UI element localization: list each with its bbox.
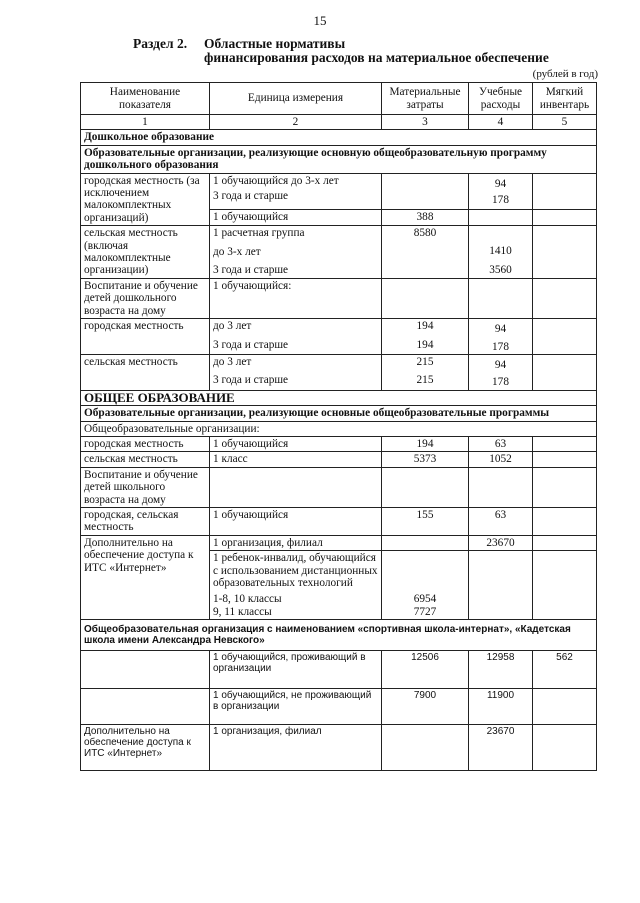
value-cell bbox=[469, 467, 533, 507]
indicator-cell: Дополнительно на обеспечение доступа к ИТС «Интернет» bbox=[81, 725, 210, 771]
page-number: 15 bbox=[313, 13, 327, 28]
unit-cell: 1 обучающийся, не проживающий в организации bbox=[210, 689, 382, 725]
value-cell: 23670 bbox=[469, 725, 533, 771]
section-preschool-programs: Образовательные организации, реализующие основную общеобразовательную программу дошкольного образования bbox=[81, 145, 597, 173]
table-row bbox=[81, 319, 597, 355]
section-preschool: Дошкольное образование bbox=[81, 130, 597, 145]
norms-table bbox=[80, 82, 597, 771]
value-line: 194 bbox=[416, 320, 434, 333]
col-number-2: 2 bbox=[210, 115, 382, 130]
unit-cell: 1 обучающийся bbox=[210, 436, 382, 451]
value-cell: 63 bbox=[469, 436, 533, 451]
unit-cell: 1 класс bbox=[210, 452, 382, 467]
unit-cell bbox=[210, 551, 382, 620]
indicator-cell: Воспитание и обучение детей дошкольного возраста на дому bbox=[81, 278, 210, 318]
section-label: Раздел 2. bbox=[133, 36, 188, 51]
section-row bbox=[81, 145, 597, 173]
header-educational-costs: Учебные расходы bbox=[469, 83, 533, 115]
unit-line: 3 года и старше bbox=[213, 190, 289, 203]
units-note: (рублей в год) bbox=[532, 68, 598, 80]
section-heading bbox=[133, 37, 549, 65]
unit-cell bbox=[210, 354, 382, 390]
table-row bbox=[81, 173, 597, 209]
unit-line: 1 ребенок-инвалид, обучающийся с использованием дистанционных образовательных технологий bbox=[213, 552, 378, 589]
section-general-orgs: Общеобразовательные организации: bbox=[81, 421, 597, 436]
value-cell bbox=[533, 452, 597, 467]
value-line: 6954 bbox=[413, 593, 437, 606]
value-line: 1410 bbox=[489, 245, 512, 258]
value-line: 215 bbox=[416, 355, 434, 368]
unit-cell: 1 организация, филиал bbox=[210, 535, 382, 550]
section-row bbox=[81, 130, 597, 145]
col-number-1: 1 bbox=[81, 115, 210, 130]
value-cell: 23670 bbox=[469, 535, 533, 550]
indicator-cell: Дополнительно на обеспечение доступа к ИТС «Интернет» bbox=[81, 535, 210, 619]
table-row bbox=[81, 467, 597, 507]
value-cell: 12958 bbox=[469, 651, 533, 689]
unit-line: 1 обучающийся до 3-х лет bbox=[213, 174, 339, 187]
table-row bbox=[81, 651, 597, 689]
unit-cell: 1 обучающийся bbox=[210, 507, 382, 535]
value-cell: 7900 bbox=[382, 689, 469, 725]
section-row bbox=[81, 421, 597, 436]
section-sport-school: Общеобразовательная организация с наименованием «спортивная школа-интернат», «Кадетская школа имени Александра Невского» bbox=[81, 620, 597, 651]
indicator-cell: городская местность (за исключением малокомплектных организаций) bbox=[81, 173, 210, 226]
value-cell bbox=[533, 535, 597, 550]
value-cell bbox=[469, 210, 533, 226]
value-cell bbox=[533, 278, 597, 318]
value-cell bbox=[469, 226, 533, 279]
indicator-cell: сельская местность bbox=[81, 354, 210, 390]
column-number-row bbox=[81, 115, 597, 130]
value-cell bbox=[382, 354, 469, 390]
value-cell bbox=[533, 725, 597, 771]
header-soft-inventory: Мягкий инвентарь bbox=[533, 83, 597, 115]
value-cell bbox=[382, 278, 469, 318]
value-cell bbox=[469, 551, 533, 620]
table-row bbox=[81, 354, 597, 390]
section-general-programs: Образовательные организации, реализующие основные общеобразовательные программы bbox=[81, 406, 597, 421]
value-cell bbox=[469, 173, 533, 209]
unit-cell bbox=[210, 319, 382, 355]
value-cell: 388 bbox=[382, 210, 469, 226]
header-indicator: Наименование показателя bbox=[81, 83, 210, 115]
header-unit: Единица измерения bbox=[210, 83, 382, 115]
value-cell bbox=[469, 354, 533, 390]
table-row bbox=[81, 436, 597, 451]
value-line: 7727 bbox=[413, 605, 437, 618]
col-number-4: 4 bbox=[469, 115, 533, 130]
unit-cell: 1 обучающийся bbox=[210, 210, 382, 226]
table-row bbox=[81, 535, 597, 550]
value-line: 178 bbox=[492, 194, 509, 207]
unit-line: до 3 лет bbox=[213, 320, 252, 333]
col-number-5: 5 bbox=[533, 115, 597, 130]
value-cell: 8580 bbox=[382, 226, 469, 279]
value-cell bbox=[382, 319, 469, 355]
value-cell bbox=[533, 319, 597, 355]
indicator-cell: городская местность bbox=[81, 319, 210, 355]
value-cell bbox=[533, 689, 597, 725]
value-cell: 194 bbox=[382, 436, 469, 451]
table-row bbox=[81, 226, 597, 279]
value-cell bbox=[382, 173, 469, 209]
value-cell bbox=[469, 319, 533, 355]
indicator-cell: сельская местность (включая малокомплектные организации) bbox=[81, 226, 210, 279]
section-row bbox=[81, 390, 597, 405]
unit-line: 3 года и старше bbox=[213, 338, 289, 351]
value-cell bbox=[533, 354, 597, 390]
indicator-cell: Воспитание и обучение детей школьного возраста на дому bbox=[81, 467, 210, 507]
value-cell bbox=[533, 173, 597, 209]
table-row bbox=[81, 278, 597, 318]
unit-line: 9, 11 классы bbox=[213, 605, 272, 618]
value-line: 94 bbox=[494, 323, 507, 336]
unit-line: до 3-х лет bbox=[213, 245, 261, 258]
value-cell: 11900 bbox=[469, 689, 533, 725]
table-row bbox=[81, 452, 597, 467]
section-general-education: ОБЩЕЕ ОБРАЗОВАНИЕ bbox=[81, 390, 597, 405]
value-cell bbox=[382, 535, 469, 550]
unit-line: 1 расчетная группа bbox=[213, 227, 305, 240]
unit-cell: 1 обучающийся: bbox=[210, 278, 382, 318]
table-row bbox=[81, 725, 597, 771]
table-row bbox=[81, 507, 597, 535]
value-cell bbox=[533, 507, 597, 535]
col-number-3: 3 bbox=[382, 115, 469, 130]
value-cell: 5373 bbox=[382, 452, 469, 467]
value-cell bbox=[382, 467, 469, 507]
value-cell bbox=[469, 278, 533, 318]
value-cell bbox=[533, 551, 597, 620]
value-cell bbox=[533, 210, 597, 226]
value-line: 215 bbox=[416, 374, 434, 387]
unit-line: 3 года и старше bbox=[213, 374, 289, 387]
value-cell: 63 bbox=[469, 507, 533, 535]
indicator-cell bbox=[81, 689, 210, 725]
unit-line: до 3 лет bbox=[213, 355, 252, 368]
value-cell bbox=[533, 467, 597, 507]
value-cell: 1052 bbox=[469, 452, 533, 467]
value-cell: 155 bbox=[382, 507, 469, 535]
value-line: 94 bbox=[494, 358, 507, 371]
section-row bbox=[81, 406, 597, 421]
value-line: 3560 bbox=[489, 263, 512, 276]
unit-cell bbox=[210, 467, 382, 507]
unit-cell: 1 обучающийся, проживающий в организации bbox=[210, 651, 382, 689]
value-line: 94 bbox=[494, 177, 507, 190]
indicator-cell bbox=[81, 651, 210, 689]
header-row bbox=[81, 83, 597, 115]
indicator-cell: сельская местность bbox=[81, 452, 210, 467]
table-row bbox=[81, 689, 597, 725]
value-cell bbox=[533, 436, 597, 451]
indicator-cell: городская местность bbox=[81, 436, 210, 451]
value-cell bbox=[382, 551, 469, 620]
header-material-costs: Материальные затраты bbox=[382, 83, 469, 115]
value-line: 178 bbox=[492, 340, 509, 353]
value-line: 178 bbox=[492, 376, 509, 389]
unit-cell bbox=[210, 173, 382, 209]
section-row bbox=[81, 620, 597, 651]
unit-line: 1-8, 10 классы bbox=[213, 593, 282, 606]
section-title-line2: финансирования расходов на материальное обеспечение bbox=[204, 50, 549, 65]
unit-cell: 1 организация, филиал bbox=[210, 725, 382, 771]
value-cell: 12506 bbox=[382, 651, 469, 689]
unit-line: 3 года и старше bbox=[213, 264, 289, 277]
value-line: 194 bbox=[416, 338, 434, 351]
value-cell bbox=[533, 226, 597, 279]
value-cell bbox=[382, 725, 469, 771]
value-cell: 562 bbox=[533, 651, 597, 689]
unit-cell bbox=[210, 226, 382, 279]
section-title-line1: Областные нормативы bbox=[204, 36, 346, 51]
indicator-cell: городская, сельская местность bbox=[81, 507, 210, 535]
